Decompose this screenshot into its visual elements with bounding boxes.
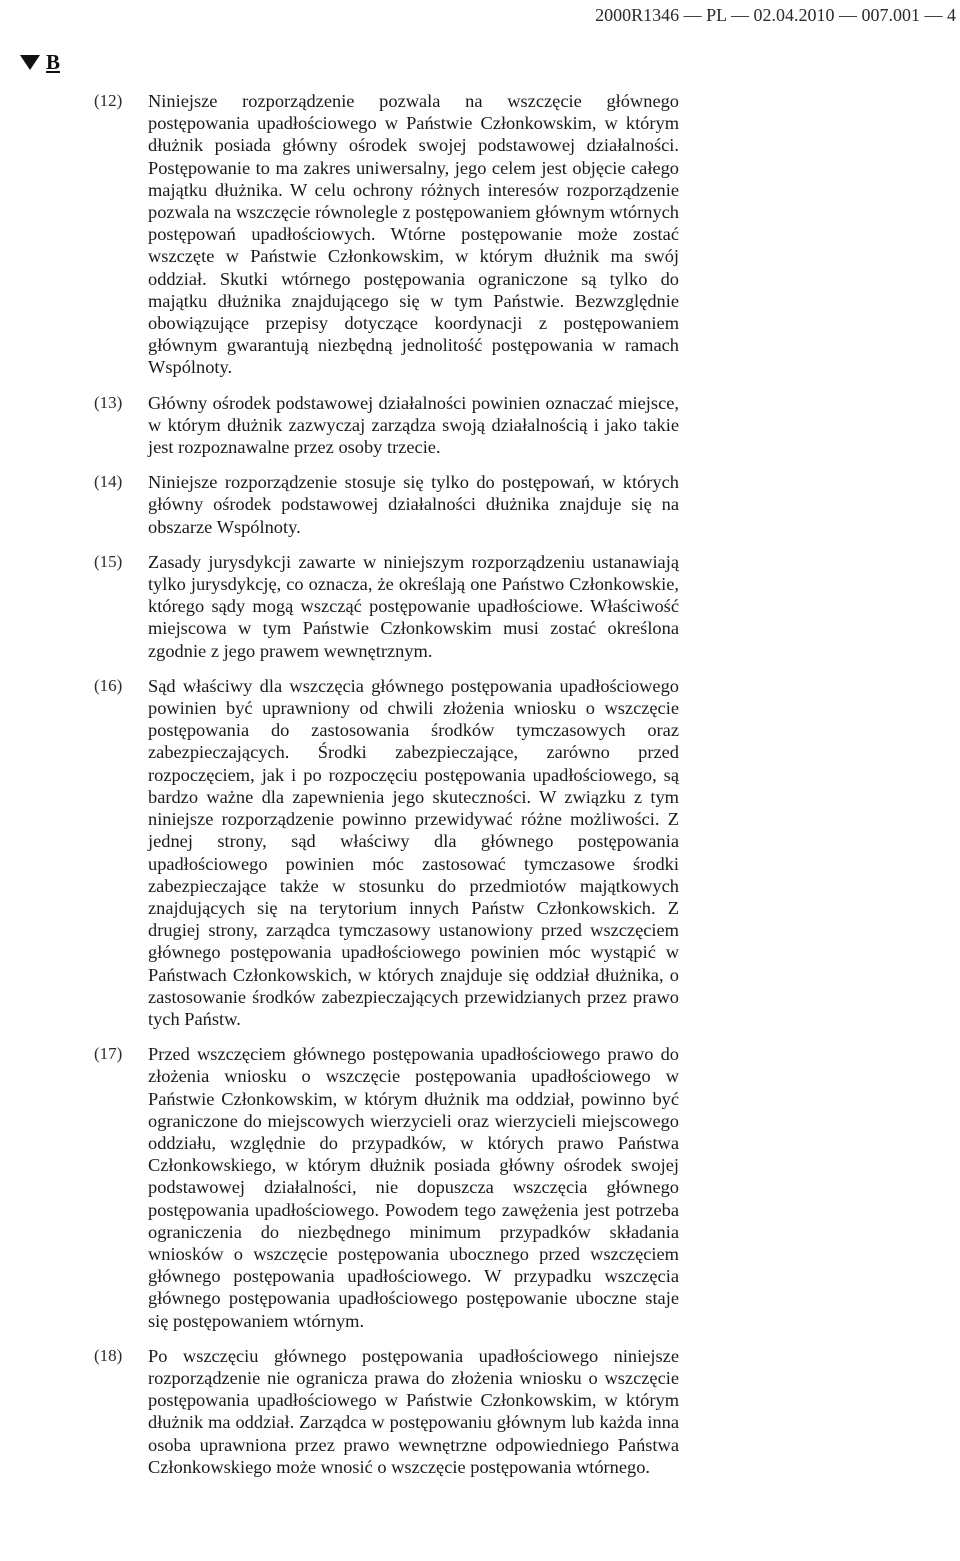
- recital-number: (16): [94, 675, 123, 695]
- recital-text: Niniejsze rozporządzenie stosuje się tylko do postępowań, w których główny ośrodek podstawowej działalności dłużnika znajduje się na obszarze Wspólnoty.: [148, 472, 679, 537]
- recital-text: Niniejsze rozporządzenie pozwala na wszczęcie głównego postępowania upadłościowego w Państwie Członkowskim, w którym dłużnik posiada główny ośrodek swojej podstawowej działalności. Postępowanie to ma zakres uniwersalny, jego celem jest objęcie całego majątku dłużnika. W celu ochrony różnych interesów rozporządzenie pozwala na wszczęcie równolegle z postępowaniem głównym wtórnych postępowań upadłościowych. Wtórne postępowanie może zostać wszczęte w Państwie Członkowskim, w którym dłużnik ma swój oddział. Skutki wtórnego postępowania ograniczone są tylko do majątku dłużnika znajdującego się w tym Państwie. Bezwzględnie obowiązujące przepisy dotyczące koordynacji z postępowaniem głównym gwarantują niezbędną jednolitość postępowania w ramach Wspólnoty.: [148, 91, 679, 378]
- document-header: 2000R1346 — PL — 02.04.2010 — 007.001 — 4: [595, 5, 956, 25]
- recital-item: [0, 1345, 960, 1478]
- triangle-down-icon: [20, 55, 40, 70]
- recital-text: Zasady jurysdykcji zawarte w niniejszym rozporządzeniu ustanawiają tylko jurysdykcję, co oznacza, że określają one Państwo Członkowskie, którego sądy mogą wszcząć postępowanie upadłościowe. Właściwość miejscowa w tym Państwie Członkowskim musi zostać określona zgodnie z jego prawem wewnętrznym.: [148, 551, 679, 661]
- amendment-marker: [20, 50, 60, 74]
- recital-number: (18): [94, 1345, 123, 1365]
- recital-item: [0, 392, 960, 459]
- recitals-list: [0, 90, 960, 1491]
- recital-text: Sąd właściwy dla wszczęcia głównego postępowania upadłościowego powinien być uprawniony od chwili złożenia wniosku o wszczęcie postępowania do zastosowania środków tymczasowych oraz zabezpieczających. Środki zabezpieczające, zarówno przed rozpoczęciem, jak i po rozpoczęciu postępowania upadłościowego, są bardzo ważne dla zapewnienia jego skuteczności. W związku z tym niniejsze rozporządzenie powinno przewidywać różne możliwości. Z jednej strony, sąd właściwy dla głównego postępowania upadłościowego powinien móc zastosować tymczasowe środki zabezpieczające także w stosunku do przedmiotów majątkowych znajdujących się na terytorium innych Państw Członkowskich. Z drugiej strony, zarządca tymczasowy ustanowiony przed wszczęciem głównego postępowania upadłościowego powinien móc wystąpić w Państwach Członkowskich, w których znajduje się oddział dłużnika, o zastosowanie środków zabezpieczających przewidzianych przez prawo tych Państw.: [148, 675, 679, 1029]
- recital-item: [0, 675, 960, 1030]
- recital-number: (14): [94, 472, 123, 492]
- recital-number: (15): [94, 551, 123, 571]
- recital-text: Główny ośrodek podstawowej działalności powinien oznaczać miejsce, w którym dłużnik zazwyczaj zarządza swoją działalnością i jako takie jest rozpoznawalne przez osoby trzecie.: [148, 392, 679, 458]
- recital-item: [0, 1043, 960, 1332]
- recital-number: (12): [94, 91, 123, 110]
- amendment-letter: B: [46, 50, 61, 74]
- recital-item: [0, 551, 960, 662]
- recital-text: Po wszczęciu głównego postępowania upadłościowego niniejsze rozporządzenie nie ogranicza prawa do złożenia wniosku o wszczęcie postępowania upadłościowego w Państwie Członkowskim, w którym dłużnik ma oddział. Zarządca w postępowaniu głównym lub każda inna osoba uprawniona przez prawo wewnętrzne odpowiedniego Państwa Członkowskiego może wnosić o wszczęcie postępowania wtórnego.: [148, 1345, 679, 1477]
- recital-item: [0, 471, 960, 538]
- recital-item: [0, 90, 960, 379]
- recital-number: (17): [94, 1044, 123, 1064]
- recital-text: Przed wszczęciem głównego postępowania upadłościowego prawo do złożenia wniosku o wszczęcie postępowania upadłościowego w Państwie Członkowskim, w którym dłużnik ma oddział, powinno być ograniczone do miejscowych wierzycieli oraz wierzycieli miejscowego oddziału, względnie do przypadków, w których prawo Państwa Członkowskiego, w którym dłużnik posiada główny ośrodek swojej podstawowej działalności, nie dopuszcza wszczęcia głównego postępowania upadłościowego. Powodem tego zawężenia jest potrzeba ograniczenia do niezbędnego minimum przypadków składania wniosków o wszczęcie postępowania ubocznego przed wszczęciem głównego postępowania upadłościowego. W przypadku wszczęcia głównego postępowania upadłościowego postępowanie uboczne staje się postępowaniem wtórnym.: [148, 1044, 679, 1331]
- recital-number: (13): [94, 392, 123, 412]
